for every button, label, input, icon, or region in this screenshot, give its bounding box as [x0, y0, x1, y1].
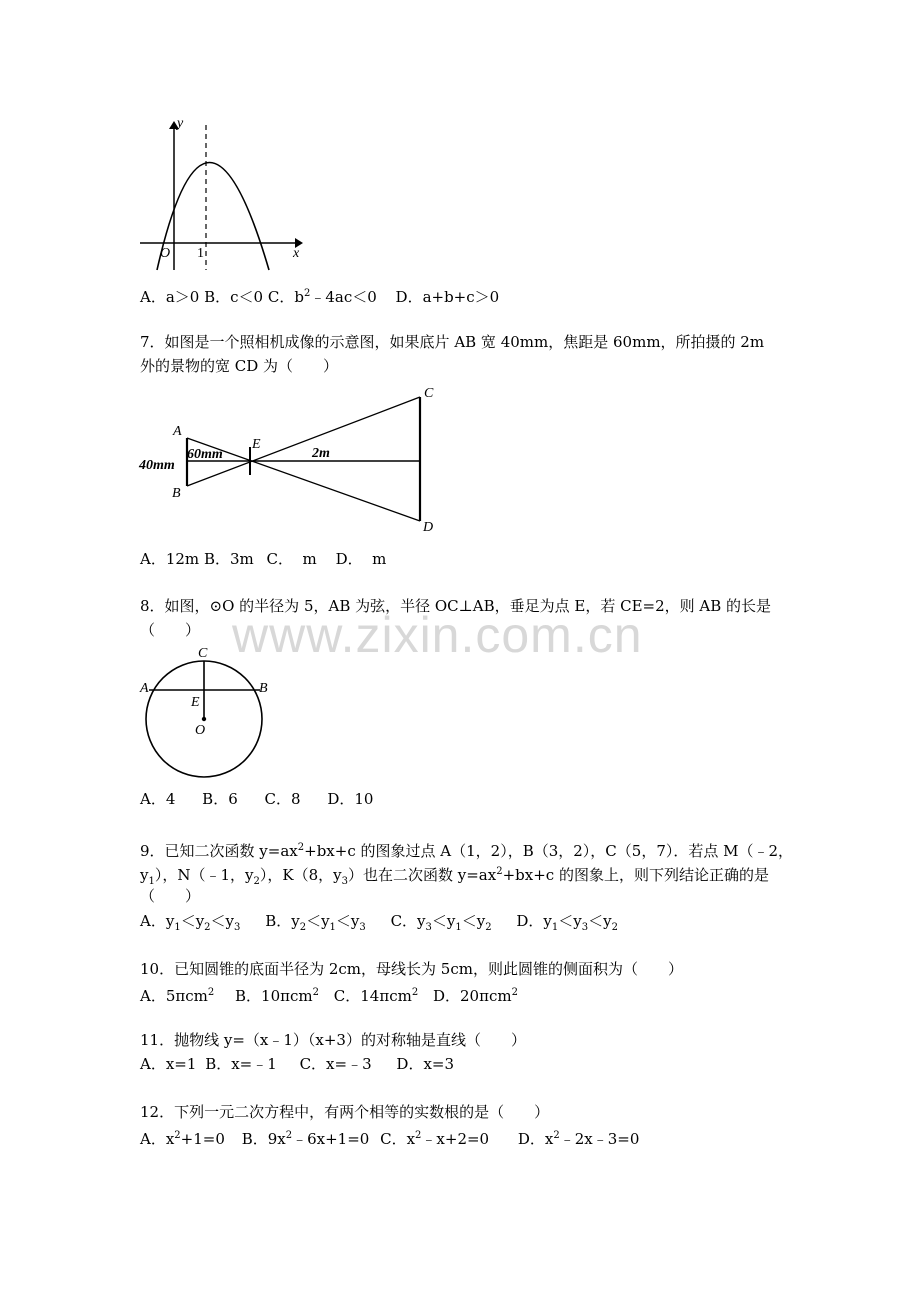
- point-c: C: [424, 386, 434, 401]
- q7-line1: 7．如图是一个照相机成像的示意图，如果底片 AB 宽 40mm，焦距是 60mm，所拍摄的 2m: [140, 333, 765, 351]
- circle-point-o: O: [195, 723, 206, 738]
- q8-option-d: D．10: [327, 790, 374, 808]
- q8-line1: 8．如图，⊙O 的半径为 5，AB 为弦，半径 OC⊥AB，垂足为点 E，若 CE=2，则 AB 的长是: [140, 597, 772, 615]
- q6-option-a: A．a＞0: [140, 288, 200, 306]
- camera-diagram: [135, 385, 435, 535]
- q12-option-b: B．$9x^2﹣6x+1=0$: [241, 1130, 370, 1148]
- q8-options: [140, 790, 373, 808]
- q7-option-c: C． m: [266, 550, 317, 568]
- label-40mm: 40mm: [139, 458, 175, 473]
- circle-point-e: E: [191, 695, 200, 710]
- q9-line1: 9．已知二次函数 $y=ax^2+bx+c$ 的图象过点 A（1，2），B（3，2），C（5，7）．若点 M（﹣2，: [140, 842, 794, 860]
- q10-option-d: D．20πcm$^2$: [432, 987, 518, 1005]
- graph-one-label: 1: [197, 246, 204, 261]
- q6-options: [140, 285, 499, 306]
- label-60mm: 60mm: [187, 447, 223, 462]
- q10-option-a: A．5πcm$^2$: [140, 987, 215, 1005]
- q6-option-d: D．a+b+c＞0: [395, 288, 500, 306]
- q8-option-b: B．6: [202, 790, 238, 808]
- q12-option-a: A．$x^2+1=0$: [140, 1130, 225, 1148]
- q6-option-c: C．$b^2﹣4ac<0$: [267, 288, 377, 306]
- center-o: [202, 717, 206, 721]
- q12-options: [140, 1127, 639, 1148]
- q10-option-b: B．10πcm$^2$: [235, 987, 319, 1005]
- q11-option-c: C．x=﹣3: [299, 1055, 372, 1073]
- q7-option-b: B．3m: [203, 550, 254, 568]
- q9-option-a: A．$y_1<y_2<y_3$: [140, 912, 241, 933]
- graph-x-label: x: [293, 246, 300, 261]
- q7-option-d: D． m: [335, 550, 387, 568]
- q11-option-a: A．x=1: [140, 1055, 197, 1073]
- q11-line1: 11．抛物线 y=（x﹣1）（x+3）的对称轴是直线（ ）: [140, 1031, 526, 1049]
- q6-option-b: B．c＜0: [204, 288, 264, 306]
- q7-line2: 外的景物的宽 CD 为（ ）: [140, 357, 339, 375]
- label-2m: 2m: [312, 446, 330, 461]
- circle-diagram: [140, 655, 280, 795]
- q9-line3: （ ）: [140, 887, 201, 905]
- q12-line1: 12．下列一元二次方程中，有两个相等的实数根的是（ ）: [140, 1103, 550, 1121]
- q8-line2: （ ）: [140, 621, 201, 639]
- q8-option-a: A．4: [140, 790, 176, 808]
- q12-option-d: D．$x^2﹣2x﹣3=0$: [517, 1130, 640, 1148]
- q9-option-c: C．$y_3<y_1<y_2$: [390, 912, 492, 933]
- q9-option-d: D．$y_1<y_3<y_2$: [516, 912, 618, 933]
- graph-y-label: y: [177, 116, 184, 131]
- circle-point-a: A: [140, 681, 149, 696]
- circle-point-b: B: [259, 681, 268, 696]
- q7-option-a: A．12m: [140, 550, 200, 568]
- q9-options: [140, 912, 618, 937]
- q11-option-b: B．x=﹣1: [205, 1055, 277, 1073]
- point-e: E: [252, 437, 261, 452]
- q12-option-c: C．$x^2﹣x+2=0$: [380, 1130, 490, 1148]
- point-a: A: [173, 424, 182, 439]
- point-d: D: [423, 520, 434, 535]
- q8-option-c: C．8: [264, 790, 301, 808]
- watermark: www.zixin.com.cn: [232, 607, 643, 663]
- q11-options: [140, 1055, 454, 1073]
- q7-options: [140, 550, 386, 568]
- q11-option-d: D．x=3: [396, 1055, 455, 1073]
- circle-point-c: C: [198, 646, 208, 661]
- q10-option-c: C．14πcm$^2$: [333, 987, 419, 1005]
- point-b: B: [172, 486, 181, 501]
- q10-options: [140, 984, 518, 1005]
- q9-line2: $y_1$），N（﹣1，$y_2$），K（8，$y_3$）也在二次函数 $y=ax^2+bx+c$ 的图象上，则下列结论正确的是: [140, 866, 769, 887]
- q10-line1: 10．已知圆锥的底面半径为 2cm，母线长为 5cm，则此圆锥的侧面积为（ ）: [140, 960, 683, 978]
- graph-origin-label: O: [160, 246, 171, 261]
- q9-option-b: B．$y_2<y_1<y_3$: [265, 912, 366, 933]
